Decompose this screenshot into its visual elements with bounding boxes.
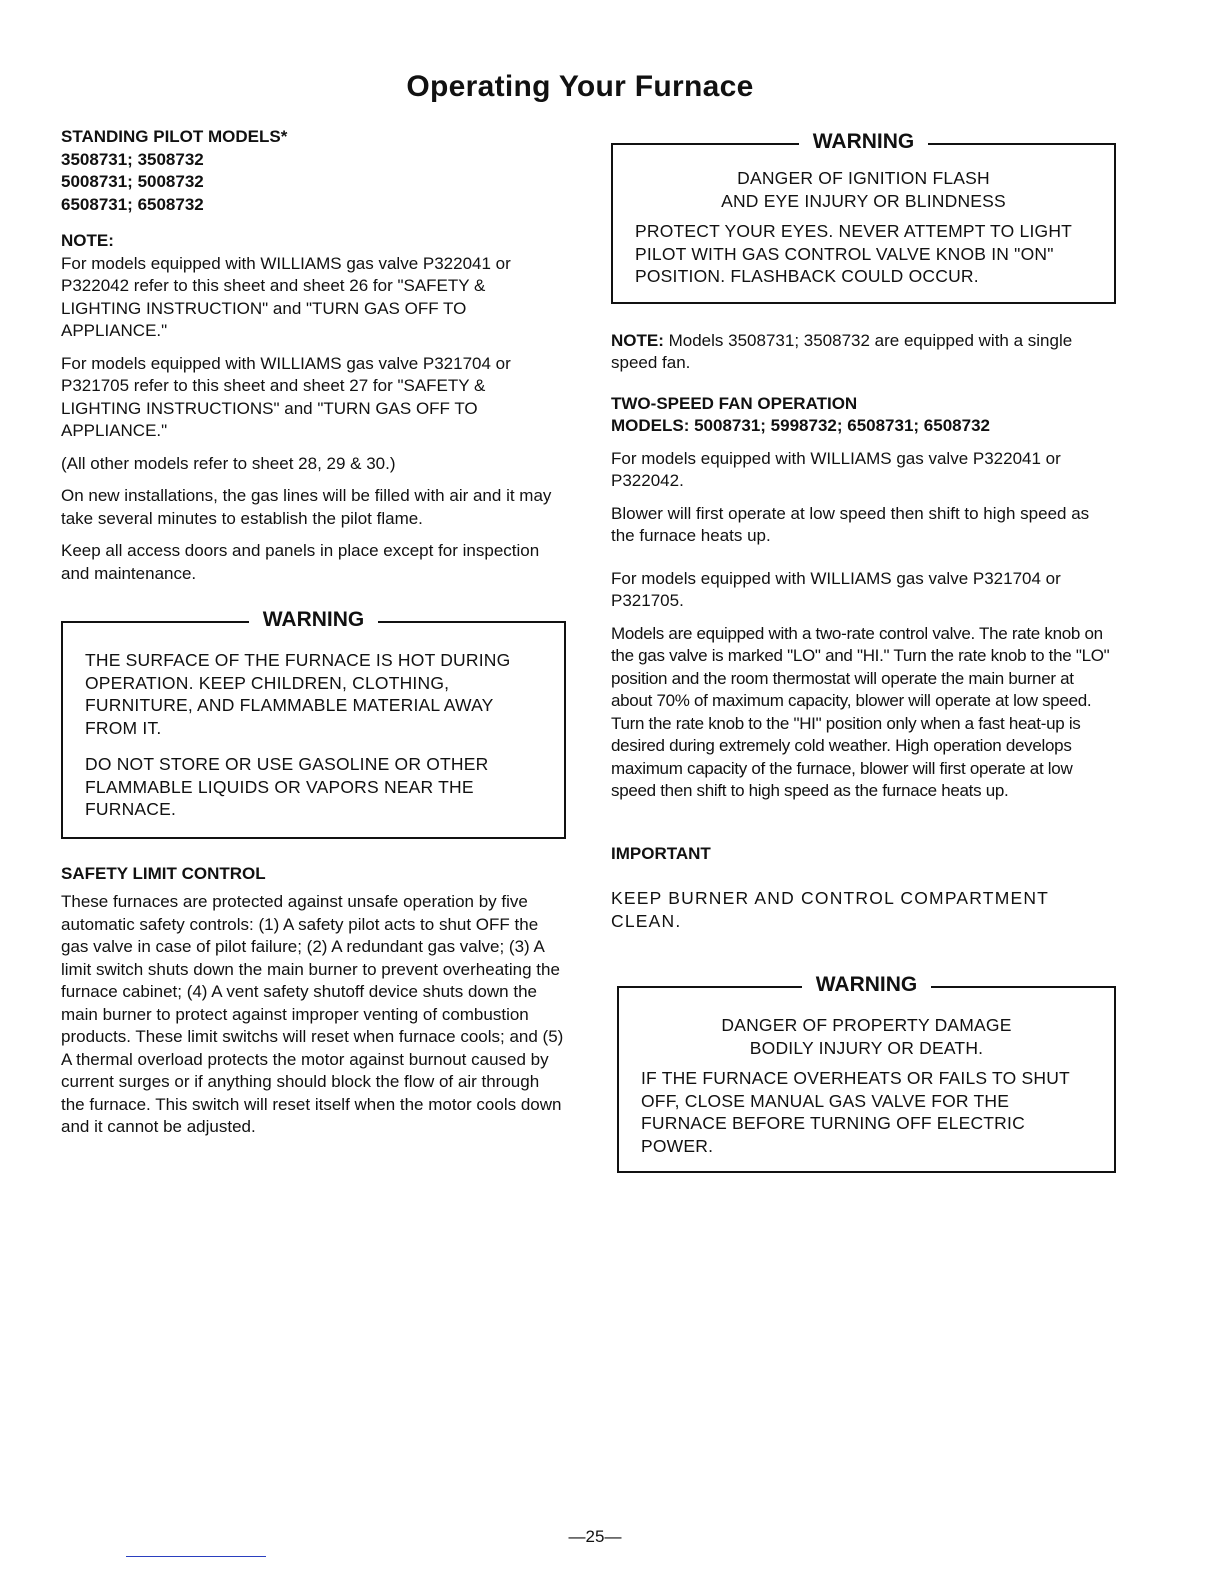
note-paragraph: For models equipped with WILLIAMS gas valve P322041 or P322042 refer to this sheet and sheet 26 for "SAFETY & LIGHTING INSTRUCTION" and "TURN GAS OFF TO APPLIANCE.": [61, 253, 511, 340]
model-line: 3508731; 3508732: [61, 149, 204, 169]
warning-title: WARNING: [619, 973, 1114, 997]
two-speed-heading: TWO-SPEED FAN OPERATION: [611, 393, 858, 413]
warning-text: DO NOT STORE OR USE GASOLINE OR OTHER FLAMMABLE LIQUIDS OR VAPORS NEAR THE FURNACE.: [85, 754, 489, 819]
page-title: Operating Your Furnace: [406, 70, 754, 103]
fan-paragraph: For models equipped with WILLIAMS gas valve P321704 or P321705.: [611, 568, 1061, 610]
page-number: —25—: [568, 1527, 622, 1546]
note-paragraph: (All other models refer to sheet 28, 29 & 30.): [61, 453, 396, 473]
warning-subtitle: DANGER OF IGNITION FLASH: [737, 168, 990, 188]
model-line: 5008731; 5008732: [61, 172, 204, 191]
warning-box-property-damage: [617, 973, 1116, 1173]
decorative-underline: [126, 1556, 266, 1557]
fan-paragraph: Blower will first operate at low speed then shift to high speed as the furnace heats up.: [611, 503, 1090, 545]
warning-title: WARNING: [63, 608, 564, 632]
warning-box-ignition-flash: [611, 130, 1116, 304]
warning-subtitle: DANGER OF PROPERTY DAMAGE: [721, 1015, 1012, 1035]
note-paragraph: On new installations, the gas lines will be filled with air and it may take several minutes to establish the pilot flame.: [61, 486, 552, 528]
warning-text: PROTECT YOUR EYES. NEVER ATTEMPT TO LIGHT PILOT WITH GAS CONTROL VALVE KNOB IN "ON" POSITION. FLASHBACK COULD OCCUR.: [635, 221, 1072, 286]
important-heading: IMPORTANT: [611, 843, 711, 863]
left-column: [61, 126, 566, 1149]
warning-subtitle: AND EYE INJURY OR BLINDNESS: [721, 190, 1006, 211]
note-paragraph: For models equipped with WILLIAMS gas valve P321704 or P321705 refer to this sheet and sheet 27 for "SAFETY & LIGHTING INSTRUCTIONS" and "TURN GAS OFF TO APPLIANCE.": [61, 353, 511, 440]
warning-text: IF THE FURNACE OVERHEATS OR FAILS TO SHUT OFF, CLOSE MANUAL GAS VALVE FOR THE FURNACE BEFORE TURNING OFF ELECTRIC POWER.: [641, 1068, 1070, 1156]
right-column: [611, 126, 1116, 1173]
note-paragraph: Keep all access doors and panels in place except for inspection and maintenance.: [61, 541, 540, 583]
safety-heading: SAFETY LIMIT CONTROL: [61, 863, 266, 883]
fan-paragraph: Models are equipped with a two-rate control valve. The rate knob on the gas valve is marked "LO" and "HI." Turn the rate knob to the "LO" position and the room thermostat will operate the main burner at about 70% of maximum capacity, blower will operate at low speed. Turn the rate knob to the "HI" position only when a fast heat-up is desired during extremely cold weather. High operation develops maximum capacity of the furnace, blower will first operate at low speed then shift to high speed as the furnace heats up.: [611, 623, 1110, 800]
note-paragraph: NOTE: Models 3508731; 3508732 are equipped with a single speed fan.: [611, 330, 1073, 372]
warning-text: THE SURFACE OF THE FURNACE IS HOT DURING OPERATION. KEEP CHILDREN, CLOTHING, FURNITURE, AND FLAMMABLE MATERIAL AWAY FROM IT.: [85, 650, 511, 738]
models-heading: STANDING PILOT MODELS*: [61, 127, 288, 146]
warning-box-hot-surface: [61, 608, 566, 839]
safety-paragraph: These furnaces are protected against unsafe operation by five automatic safety controls: (1) A safety pilot acts to shut OFF the gas valve in case of pilot failure; (2) A redundant gas valve; (3) A limit switch shuts down the main burner to prevent overheating the furnace cabinet; (4) A vent safety shutoff device shuts down the main burner to protect against improper venting of combustion products. These limit switchs will reset when furnace cools; and (5) A thermal overload protects the motor against burnout caused by current surges or if anything should block the flow of air through the furnace. This switch will reset itself when the motor cools down and it cannot be adjusted.: [61, 892, 564, 1136]
model-line: 6508731; 6508732: [61, 194, 204, 214]
warning-title: WARNING: [613, 130, 1114, 154]
two-speed-models: MODELS: 5008731; 5998732; 6508731; 6508732: [611, 416, 990, 435]
warning-subtitle: BODILY INJURY OR DEATH.: [749, 1037, 984, 1058]
fan-paragraph: For models equipped with WILLIAMS gas valve P322041 or P322042.: [611, 448, 1061, 490]
note-heading: NOTE:: [61, 231, 114, 250]
important-text: KEEP BURNER AND CONTROL COMPARTMENT CLEAN.: [611, 888, 1049, 931]
